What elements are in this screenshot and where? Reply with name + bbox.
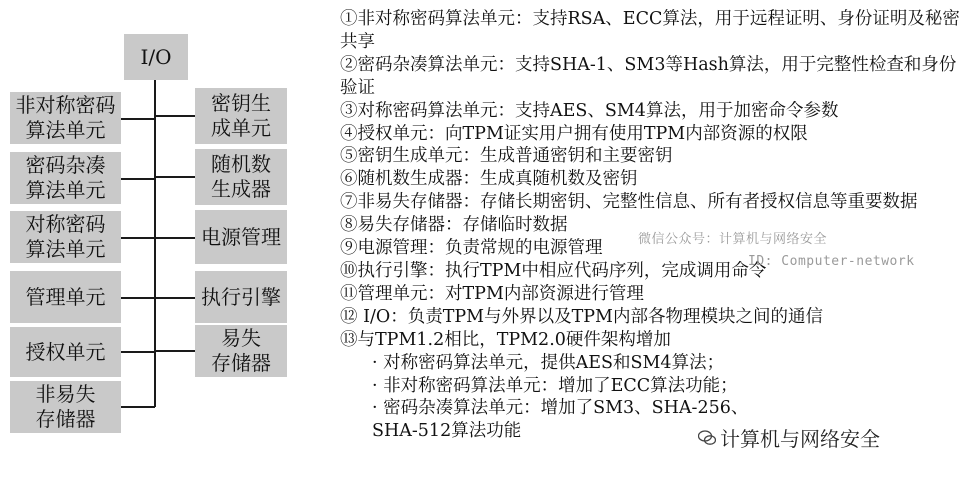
trunk-line (154, 80, 156, 407)
connector-left-6 (121, 406, 155, 408)
connector-left-4 (121, 297, 155, 299)
sub-item-2: · 非对称密码算法单元：增加了ECC算法功能； (372, 375, 738, 396)
left-box-nonvolatile-storage: 非易失 存储器 (10, 381, 121, 433)
sub-item-3: · 密码杂凑算法单元：增加了SM3、SHA-256、 (372, 398, 749, 419)
watermark-id: ID: Computer-network (748, 254, 915, 269)
connector-right-3 (155, 237, 195, 239)
desc-item-6: ⑥随机数生成器：生成真随机数及密钥 (340, 169, 638, 190)
right-box-power-management: 电源管理 (195, 210, 287, 264)
sub-item-1: · 对称密码算法单元，提供AES和SM4算法； (372, 352, 725, 373)
sub-item-3-cont: SHA-512算法功能 (372, 421, 522, 442)
right-box-execution-engine: 执行引擎 (195, 271, 287, 323)
desc-item-7: ⑦非易失存储器：存储长期密钥、完整性信息、所有者授权信息等重要数据 (340, 192, 918, 213)
connector-right-2 (155, 176, 195, 178)
right-box-key-generation: 密钥生 成单元 (195, 88, 287, 144)
connector-right-4 (155, 297, 195, 299)
desc-item-11: ⑪管理单元：对TPM内部资源进行管理 (340, 283, 644, 304)
connector-left-3 (121, 237, 155, 239)
desc-item-10: ⑩执行引擎：执行TPM中相应代码序列，完成调用命令 (340, 260, 767, 281)
watermark-account: 微信公众号：计算机与网络安全 (638, 232, 828, 247)
right-box-rng: 随机数 生成器 (195, 149, 287, 205)
watermark-badge: 计算机与网络安全 (718, 423, 882, 452)
connector-left-2 (121, 178, 155, 180)
desc-item-2: ②密码杂凑算法单元：支持SHA-1、SM3等Hash算法，用于完整性检查和身份验证 (340, 54, 957, 98)
connector-left-1 (121, 118, 155, 120)
left-box-asymmetric-crypto: 非对称密码 算法单元 (10, 92, 121, 144)
description-list (340, 8, 972, 443)
desc-item-9: ⑨电源管理：负责常规的电源管理 (340, 238, 603, 259)
desc-item-12: ⑫ I/O：负责TPM与外界以及TPM内部各物理模块之间的通信 (340, 306, 823, 327)
right-box-volatile-storage: 易失 存储器 (195, 325, 287, 377)
desc-item-13: ⑬与TPM1.2相比，TPM2.0硬件架构增加 (340, 329, 671, 350)
wechat-icon (698, 430, 716, 446)
desc-item-3: ③对称密码算法单元：支持AES、SM4算法，用于加密命令参数 (340, 100, 839, 121)
desc-item-8: ⑧易失存储器：存储临时数据 (340, 215, 568, 236)
left-box-symmetric-crypto: 对称密码 算法单元 (10, 211, 121, 263)
desc-item-1: ①非对称密码算法单元：支持RSA、ECC算法，用于远程证明、身份证明及秘密共享 (340, 9, 960, 52)
connector-right-1 (155, 115, 195, 117)
io-box: I/O (124, 34, 188, 80)
desc-item-4: ④授权单元：向TPM证实用户拥有使用TPM内部资源的权限 (340, 123, 808, 144)
connector-right-5 (155, 350, 195, 352)
left-box-hash: 密码杂凑 算法单元 (10, 152, 121, 204)
left-box-management: 管理单元 (10, 271, 121, 323)
connector-left-5 (121, 351, 155, 353)
left-box-authorization: 授权单元 (10, 327, 121, 377)
desc-item-5: ⑤密钥生成单元：生成普通密钥和主要密钥 (340, 146, 673, 167)
